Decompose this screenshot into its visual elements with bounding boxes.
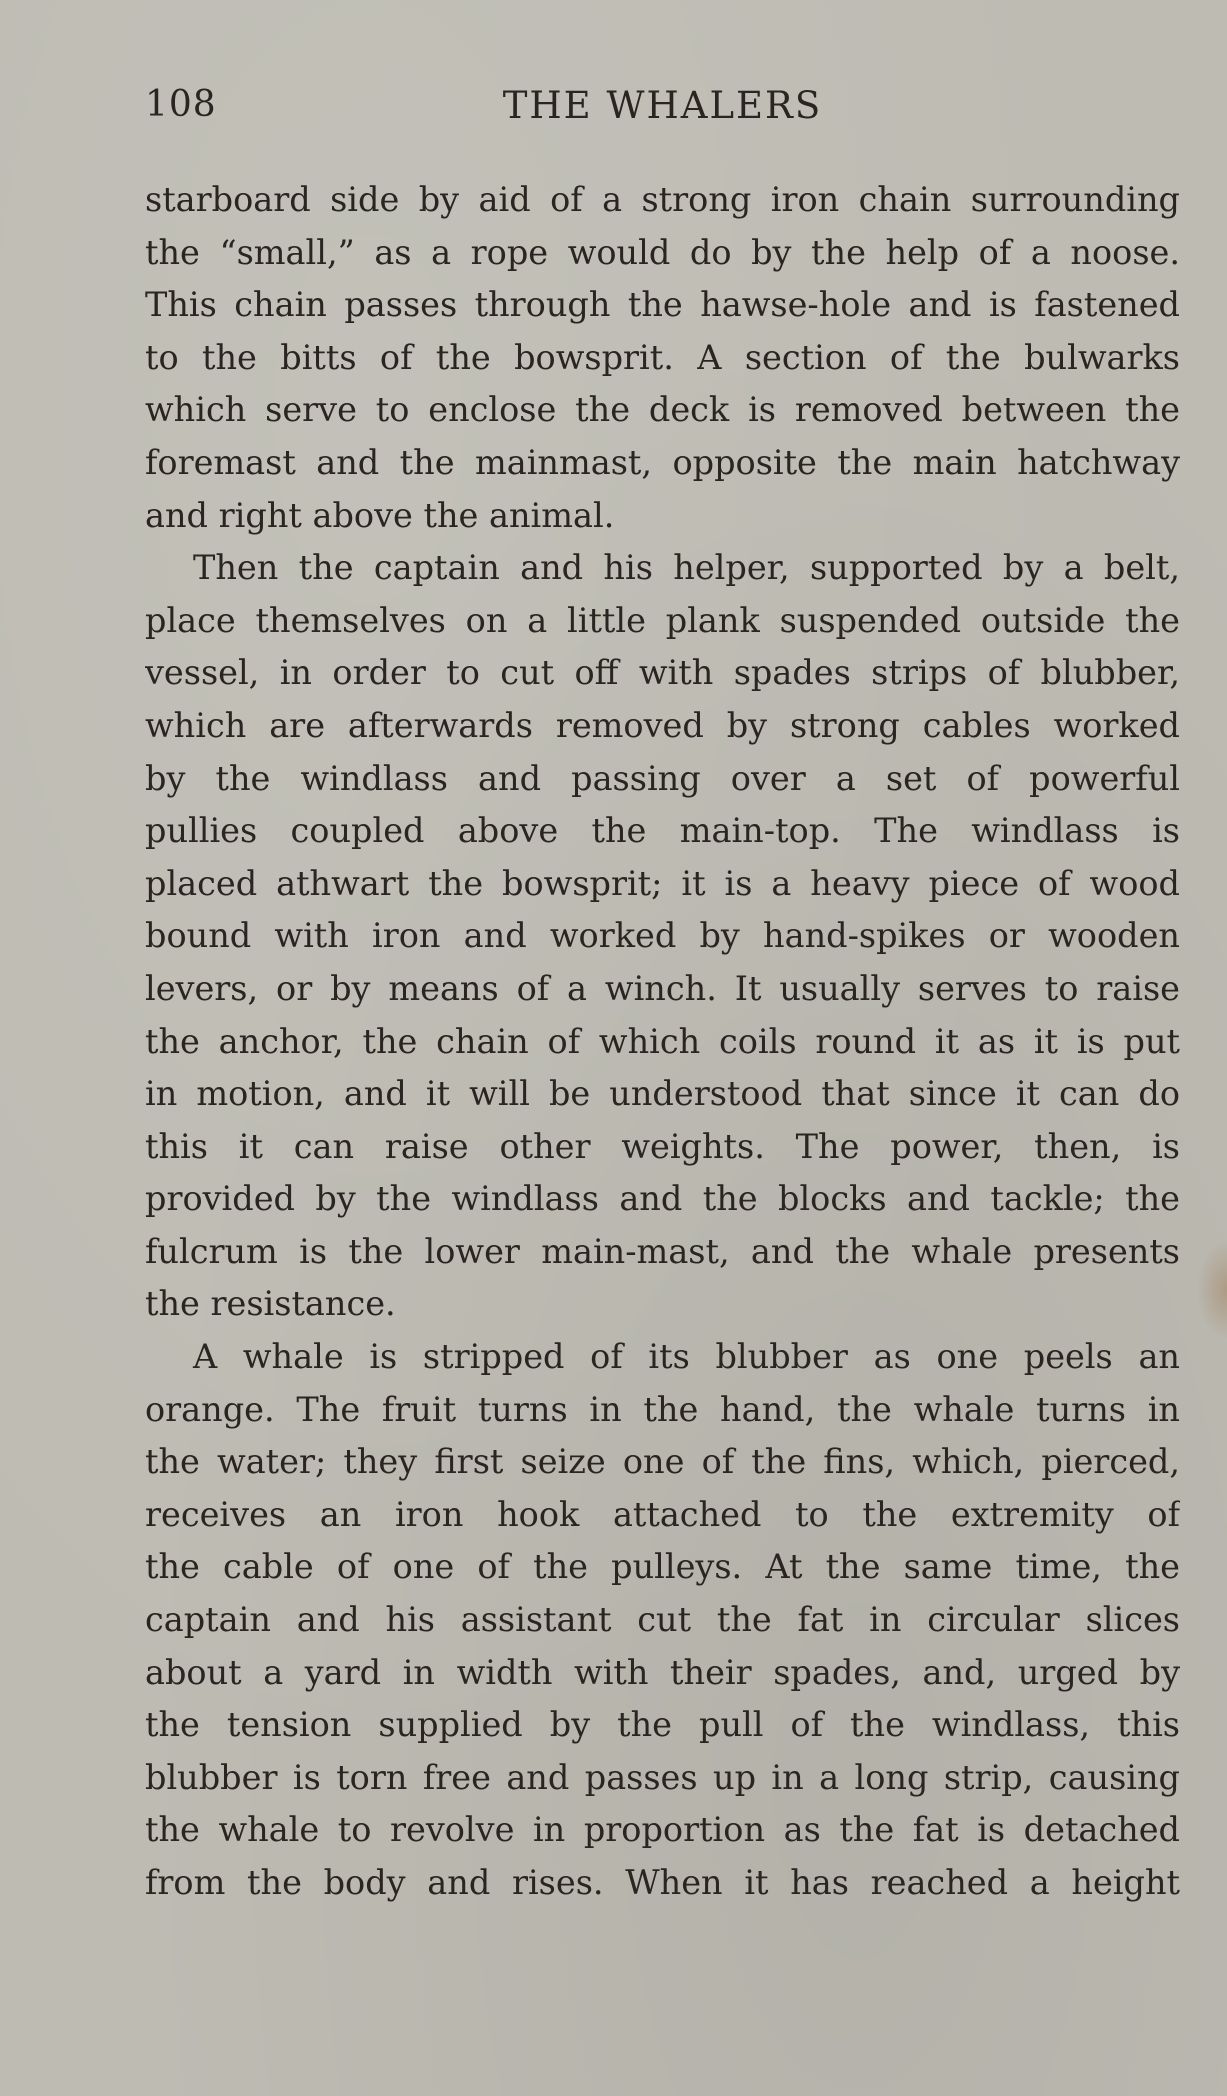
text-line: the tension supplied by the pull of the windlass, this: [145, 1705, 1180, 1745]
text-line: the cable of one of the pulleys. At the same time, the: [145, 1547, 1180, 1587]
text-line: the “small,” as a rope would do by the help of a noose.: [145, 232, 1180, 272]
text-line: which serve to enclose the deck is removed between the: [145, 390, 1180, 430]
text-line: from the body and rises. When it has reached a height: [145, 1863, 1180, 1902]
running-head: [145, 84, 1180, 144]
text-line: to the bitts of the bowsprit. A section of the bulwarks: [145, 337, 1180, 377]
text-line: This chain passes through the hawse-hole and is fastened: [145, 285, 1180, 325]
text-line: by the windlass and passing over a set of powerful: [145, 758, 1180, 798]
page-number: 108: [145, 84, 217, 125]
text-line: starboard side by aid of a strong iron chain surrounding: [145, 180, 1180, 219]
text-line: bound with iron and worked by hand-spikes or wooden: [145, 916, 1180, 956]
text-line: the water; they first seize one of the fins, which, pierced,: [145, 1442, 1180, 1482]
text-line: levers, or by means of a winch. It usually serves to raise: [145, 968, 1180, 1008]
text-line: and right above the animal.: [145, 495, 615, 535]
text-line: pullies coupled above the main-top. The windlass is: [145, 811, 1180, 851]
text-line: vessel, in order to cut off with spades strips of blubber,: [145, 653, 1180, 693]
text-line: provided by the windlass and the blocks and tackle; the: [145, 1179, 1180, 1219]
text-line: fulcrum is the lower main-mast, and the whale presents: [145, 1231, 1180, 1271]
text-line: orange. The fruit turns in the hand, the whale turns in: [145, 1389, 1180, 1429]
body-text: [145, 174, 1180, 1910]
text-line: this it can raise other weights. The power, then, is: [145, 1126, 1180, 1166]
text-line: the resistance.: [145, 1284, 396, 1324]
text-line: Then the captain and his helper, supported by a belt,: [193, 548, 1180, 588]
text-line: place themselves on a little plank suspended outside the: [145, 600, 1180, 640]
text-line: A whale is stripped of its blubber as one peels an: [193, 1337, 1180, 1377]
text-line: placed athwart the bowsprit; it is a heavy piece of wood: [145, 863, 1180, 903]
page-stain: [1197, 1240, 1227, 1340]
text-line: blubber is torn free and passes up in a long strip, causing: [145, 1757, 1180, 1797]
text-line: in motion, and it will be understood that since it can do: [145, 1074, 1180, 1114]
text-line: the anchor, the chain of which coils round it as it is put: [145, 1021, 1180, 1061]
running-title: THE WHALERS: [502, 84, 823, 127]
text-line: about a yard in width with their spades, and, urged by: [145, 1652, 1180, 1692]
text-line: receives an iron hook attached to the extremity of: [145, 1494, 1180, 1534]
text-line: which are afterwards removed by strong cables worked: [145, 705, 1180, 745]
text-line: foremast and the mainmast, opposite the main hatchway: [145, 442, 1180, 482]
text-line: captain and his assistant cut the fat in circular slices: [145, 1600, 1180, 1640]
text-line: the whale to revolve in proportion as the fat is detached: [145, 1810, 1180, 1850]
